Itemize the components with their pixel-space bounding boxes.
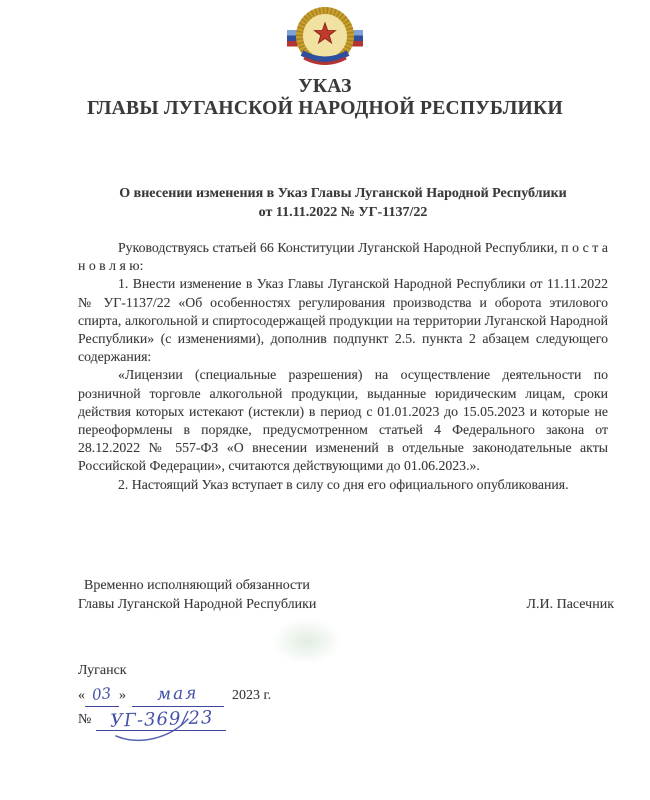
issue-date-line [78, 684, 271, 707]
issue-year: 2023 г. [232, 688, 272, 703]
document-type: УКАЗ [298, 76, 352, 97]
number-label: № [78, 712, 92, 727]
paragraph-item-1: 1. Внести изменение в Указ Главы Луганской Народной Республики от 11.11.2022 № УГ-1137/22 «Об особенностях регулирования производства и оборота этилового спирта, алкогольной и спиртосодержащей продукции на территории Луганской Народной Республики» (с изменениями), дополнив подпункт 2.5. пункта 2 абзацем следующего содержания: [78, 276, 608, 365]
close-quote: » [119, 688, 126, 703]
issue-city: Луганск [78, 663, 127, 678]
paragraph-preamble: Руководствуясь статьей 66 Конституции Луганской Народной Республики, п о с т а н о в л я ю: [78, 240, 608, 274]
scan-artifact [272, 618, 342, 664]
handwritten-day: 03 [91, 684, 113, 704]
position-line-1: Временно исполняющий обязанности [84, 578, 310, 593]
subject-line-2: от 11.11.2022 № УГ-1137/22 [258, 205, 428, 220]
lnr-coat-of-arms-icon [287, 6, 363, 70]
position-line-2: Главы Луганской Народной Республики [78, 597, 317, 612]
signatory-position [78, 576, 316, 614]
signature-block [78, 576, 614, 614]
signatory-name: Л.И. Пасечник [526, 597, 614, 612]
paragraph-quoted-provision: «Лицензии (специальные разрешения) на осуществление деятельности по розничной торговле алкогольной продукции, выданные юридическим лицам, сроки действия которых истекают (истекли) в период с 01.01.2023 до 15.05.2023 и которые не переоформлены в порядке, предусмотренном статьей 4 Федерального закона от 28.12.2022 № 557-ФЗ «О внесении изменений в отдельные законодательные акты Российской Федерации», считаются действующими до 01.06.2023.». [78, 367, 608, 474]
handwritten-month: мая [156, 683, 200, 705]
number-blank [96, 708, 226, 731]
document-heading [0, 76, 650, 120]
subject-heading [78, 184, 608, 222]
paragraph-item-2: 2. Настоящий Указ вступает в силу со дня его официального опубликования. [118, 476, 569, 492]
issuing-authority: ГЛАВЫ ЛУГАНСКОЙ НАРОДНОЙ РЕСПУБЛИКИ [87, 98, 563, 119]
month-blank [132, 684, 224, 707]
decree-body [78, 239, 608, 494]
day-blank [85, 684, 119, 707]
handwritten-number: УГ-369/23 [109, 707, 214, 732]
subject-line-1: О внесении изменения в Указ Главы Луганской Народной Республики [119, 186, 567, 201]
open-quote: « [78, 688, 85, 703]
document-number-line [78, 708, 271, 731]
issue-details [78, 661, 271, 731]
